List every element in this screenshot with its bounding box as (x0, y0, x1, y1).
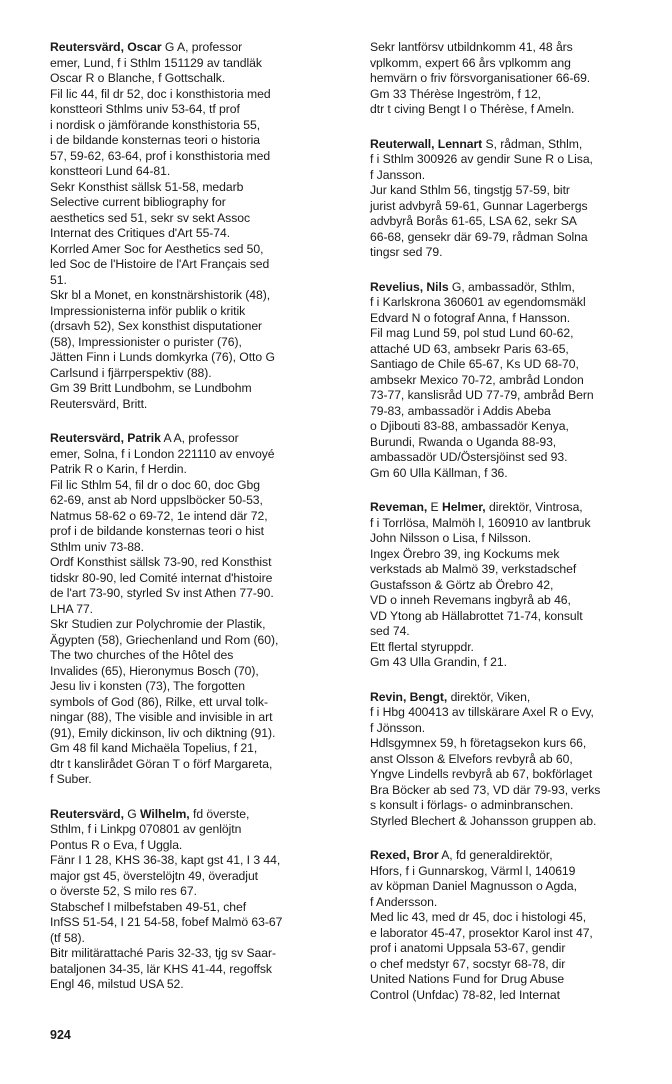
entry-line: prof i anatomi Uppsala 53-67, gendir (370, 941, 566, 955)
entry-line: s konsult i förlags- o adminbranschen. (370, 798, 574, 812)
entry-text: S, rådman, Sthlm, (482, 136, 583, 151)
entry-line: advbyrå Borås 61-65, LSA 62, sekr SA (370, 214, 577, 228)
entry-line: Jesu liv i konsten (73), The forgotten (50, 679, 246, 693)
entry-line: emer, Solna, f i London 221110 av envoyé (50, 446, 275, 461)
entry-line: f Andersson. (370, 894, 438, 909)
entry-line: (drsavh 52), Sex konsthist disputationer (50, 319, 263, 333)
left-column (50, 40, 350, 1012)
entry-text: A, fd generaldirektör, (438, 848, 553, 862)
entry-name: Revelius, Nils (370, 279, 449, 294)
entry-line: o Djibouti 83-88, ambassadör Kenya, (370, 419, 569, 433)
entry-name: Reutersvärd, Patrik (50, 431, 161, 445)
entry-line: Gm 33 Thérèse Ingeström, f 12, (370, 86, 542, 101)
entry-line: emer, Lund, f i Sthlm 151129 av tandläk (50, 55, 262, 70)
entry-line: Carlsund i fjärrperspektiv (88). (50, 365, 212, 380)
entry-line: aesthetics sed 51, sekr sv sekt Assoc (50, 210, 251, 225)
entry-line: Invalides (65), Hieronymus Bosch (70), (50, 663, 259, 678)
entry-line: Fil lic Sthlm 54, fil dr o doc 60, doc Gbg (50, 477, 260, 492)
entry-line: (tf 58). (50, 930, 85, 945)
entry-line: konstteori Sthlms univ 53-64, tf prof (50, 102, 240, 116)
entry-name: Reutersvärd, Oscar (50, 40, 162, 54)
entry-line: United Nations Fund for Drug Abuse (370, 972, 565, 986)
entry-line: Impressionisterna inför publik o kritik (50, 303, 246, 318)
entry-line: Med lic 43, med dr 45, doc i histologi 45, (370, 910, 587, 924)
biography-entry (370, 848, 670, 1003)
entry-line: ambsekr Mexico 70-72, ambråd London (370, 372, 584, 387)
right-column (370, 40, 670, 1022)
entry-line: 66-68, gensekr där 69-79, rådman Solna (370, 229, 588, 244)
entry-line: Engl 46, milstud USA 52. (50, 977, 184, 991)
entry-line: LHA 77. (50, 601, 94, 616)
entry-line: av köpman Daniel Magnusson o Agda, (370, 879, 577, 893)
entry-text: G (123, 806, 141, 821)
entry-line: Skr bl a Monet, en konstnärshistorik (48), (50, 288, 271, 302)
entry-line: 62-69, anst ab Nord uppslböcker 50-53, (50, 493, 263, 507)
entry-line: jurist advbyrå 59-61, Gunnar Lagerbergs (370, 198, 588, 213)
entry-line: f i Karlskrona 360601 av egendomsmäkl (370, 295, 586, 309)
entry-line: konstteori Lund 64-81. (50, 164, 171, 178)
entry-line: Styrled Blechert & Johansson gruppen ab. (370, 813, 597, 828)
entry-line: Edvard N o fotograf Anna, f Hansson. (370, 310, 571, 325)
entry-line: Gustafsson & Görtz ab Örebro 42, (370, 577, 554, 592)
entry-text: E (427, 500, 442, 514)
entry-line: Sekr Konsthist sällsk 51-58, medarb (50, 179, 244, 194)
entry-line: sed 74. (370, 624, 410, 638)
biography-entry (370, 690, 670, 830)
entry-line: anst Olsson & Elvefors revbyrå ab 60, (370, 751, 573, 766)
entry-line: de l'art 73-90, styrled Sv inst Athen 77-90. (50, 586, 274, 600)
entry-text: direktör, Viken, (447, 689, 531, 704)
entry-line: Selective current bibliography for (50, 195, 226, 209)
biography-entry (370, 280, 670, 482)
entry-line: Hfors, f i Gunnarskog, Värml l, 140619 (370, 863, 576, 878)
entry-line (50, 431, 350, 447)
entry-text: direktör, Vintrosa, (485, 500, 583, 514)
entry-line (370, 137, 670, 153)
entry-line: Oscar R o Blanche, f Gottschalk. (50, 71, 226, 85)
entry-line: Sthlm, f i Linkpg 070801 av genlöjtn (50, 822, 242, 836)
entry-line (370, 280, 670, 296)
entry-line: The two churches of the Hôtel des (50, 648, 234, 662)
entry-line: Gm 39 Britt Lundbohm, se Lundbohm (50, 381, 252, 395)
page-number: 924 (50, 1028, 71, 1042)
entry-line (50, 40, 350, 56)
entry-line: Gm 48 fil kand Michaëla Topelius, f 21, (50, 741, 258, 755)
entry-line: Fil mag Lund 59, pol stud Lund 60-62, (370, 326, 574, 340)
entry-text: fd överste, (189, 806, 250, 821)
entry-line: Ingex Örebro 39, ing Kockums mek (370, 546, 560, 561)
entry-name: Rexed, Bror (370, 848, 439, 862)
entry-line: e laborator 45-47, prosektor Karol inst 47, (370, 925, 593, 940)
entry-line: Control (Unfdac) 78-82, led Internat (370, 987, 560, 1002)
entry-line: bataljonen 34-35, lär KHS 41-44, regoffsk (50, 961, 272, 976)
entry-line: Bitr militärattaché Paris 32-33, tjg sv Saar- (50, 946, 277, 960)
entry-line: Fänr I 1 28, KHS 36-38, kapt gst 41, I 3 44, (50, 853, 281, 867)
entry-line: Bra Böcker ab sed 73, VD där 79-93, verks (370, 782, 601, 797)
entry-line: Pontus R o Eva, f Uggla. (50, 837, 183, 852)
entry-line: Natmus 58-62 o 69-72, 1e intend där 72, (50, 508, 268, 523)
entry-line: (91), Emily dickinson, liv och diktning (91). (50, 725, 276, 740)
entry-line: i de bildande konsternas teori o historia (50, 133, 261, 147)
entry-line: attaché UD 63, ambsekr Paris 63-65, (370, 341, 569, 356)
entry-line: vplkomm, expert 66 års vplkomm ang (370, 55, 571, 70)
entry-line: 57, 59-62, 63-64, prof i konsthistoria med (50, 148, 271, 163)
entry-line: InfSS 51-54, I 21 54-58, fobef Malmö 63-67 (50, 915, 283, 929)
entry-line: f i Sthlm 300926 av gendir Sune R o Lisa, (370, 152, 593, 166)
entry-line: Ett flertal styruppdr. (370, 639, 474, 654)
entry-line (370, 500, 670, 516)
entry-line: led Soc de l'Histoire de l'Art Français sed (50, 257, 270, 271)
biography-entry (50, 807, 350, 993)
entry-line: symbols of God (86), Rilke, ett urval tolk- (50, 694, 268, 709)
entry-line: Yngve Lindells revbyrå ab 67, bokförlaget (370, 767, 593, 781)
entry-line: John Nilsson o Lisa, f Nilsson. (370, 531, 532, 545)
entry-line: VD o inneh Revemans ingbyrå ab 46, (370, 593, 571, 607)
entry-name: Revin, Bengt, (370, 689, 448, 704)
entry-name: Reutersvärd, (50, 806, 124, 821)
biography-entry (50, 431, 350, 788)
entry-line: dtr t civing Bengt I o Thérèse, f Ameln. (370, 102, 575, 116)
entry-line: Reutersvärd, Britt. (50, 396, 148, 411)
entry-line: f Jansson. (370, 167, 426, 182)
biography-entry (370, 500, 670, 671)
entry-line: major gst 45, överstelöjtn 49, överadjut (50, 868, 259, 883)
entry-name: Helmer, (441, 500, 486, 514)
entry-line: verkstads ab Malmö 39, verkstadschef (370, 562, 577, 576)
entry-line: Fil lic 44, fil dr 52, doc i konsthistoria med (50, 86, 271, 101)
entry-line: Patrik R o Karin, f Herdin. (50, 462, 187, 476)
entry-line: Stabschef I milbefstaben 49-51, chef (50, 899, 247, 914)
entry-line: o chef medstyr 67, socstyr 68-78, dir (370, 956, 566, 971)
entry-line: 51. (50, 272, 67, 287)
entry-line: Sekr lantförsv utbildnkomm 41, 48 års (370, 40, 573, 54)
entry-line: Sthlm univ 73-88. (50, 539, 144, 554)
entry-line: Korrled Amer Soc for Aesthetics sed 50, (50, 241, 264, 256)
entry-text: G, ambassadör, Sthlm, (448, 279, 575, 294)
entry-line: hemvärn o friv försvorganisationer 66-69. (370, 71, 591, 85)
entry-line: Jur kand Sthlm 56, tingstjg 57-59, bitr (370, 183, 570, 197)
entry-line (370, 848, 670, 864)
entry-line: prof i de bildande konsternas teori o hist (50, 524, 265, 538)
entry-text: A A, professor (160, 431, 239, 445)
entry-line (50, 807, 350, 823)
entry-line: Gm 43 Ulla Grandin, f 21. (370, 655, 507, 669)
entry-line: Santiago de Chile 65-67, Ks UD 68-70, (370, 357, 579, 371)
entry-line: tidskr 80-90, led Comité internat d'histoire (50, 570, 273, 585)
entry-line: dtr t kanslirådet Göran T o förf Margareta, (50, 756, 273, 771)
entry-line: Ordf Konsthist sällsk 73-90, red Konsthist (50, 555, 272, 569)
entry-line: VD Ytong ab Hällabrottet 71-74, konsult (370, 608, 583, 623)
entry-line: Skr Studien zur Polychromie der Plastik, (50, 617, 266, 631)
entry-name: Reveman, (370, 500, 428, 514)
entry-line: Internat des Critiques d'Art 55-74. (50, 226, 231, 240)
entry-line: tingsr sed 79. (370, 245, 443, 259)
entry-name: Wilhelm, (140, 806, 190, 821)
entry-line: (58), Impressionister o purister (76), (50, 334, 242, 349)
entry-line: o överste 52, S milo res 67. (50, 884, 197, 898)
entry-line: 73-77, kanslisråd UD 77-79, ambråd Bern (370, 388, 594, 402)
biography-entry (50, 40, 350, 412)
biography-entry (370, 137, 670, 261)
entry-line: f Jönsson. (370, 720, 426, 735)
biography-entry (370, 40, 670, 118)
entry-line: ambassadör UD/Östersjöinst sed 93. (370, 450, 568, 464)
entry-line: Jätten Finn i Lunds domkyrka (76), Otto G (50, 350, 275, 364)
entry-line: ningar (88), The visible and invisible in art (50, 710, 273, 724)
entry-line: Ägypten (58), Griechenland und Rom (60), (50, 632, 279, 647)
entry-line: 79-83, ambassadör i Addis Abeba (370, 403, 551, 418)
entry-text: G A, professor (161, 40, 243, 54)
entry-line: Burundi, Rwanda o Uganda 88-93, (370, 434, 557, 449)
entry-line: f i Torrlösa, Malmöh l, 160910 av lantbruk (370, 515, 591, 530)
entry-line: i nordisk o jämförande konsthistoria 55, (50, 117, 261, 132)
entry-line: f Suber. (50, 772, 92, 786)
entry-line (370, 690, 670, 706)
entry-line: Gm 60 Ulla Källman, f 36. (370, 465, 508, 480)
entry-name: Reuterwall, Lennart (370, 136, 483, 151)
entry-line: Hdlsgymnex 59, h företagsekon kurs 66, (370, 736, 587, 750)
entry-line: f i Hbg 400413 av tillskärare Axel R o Evy, (370, 705, 594, 719)
